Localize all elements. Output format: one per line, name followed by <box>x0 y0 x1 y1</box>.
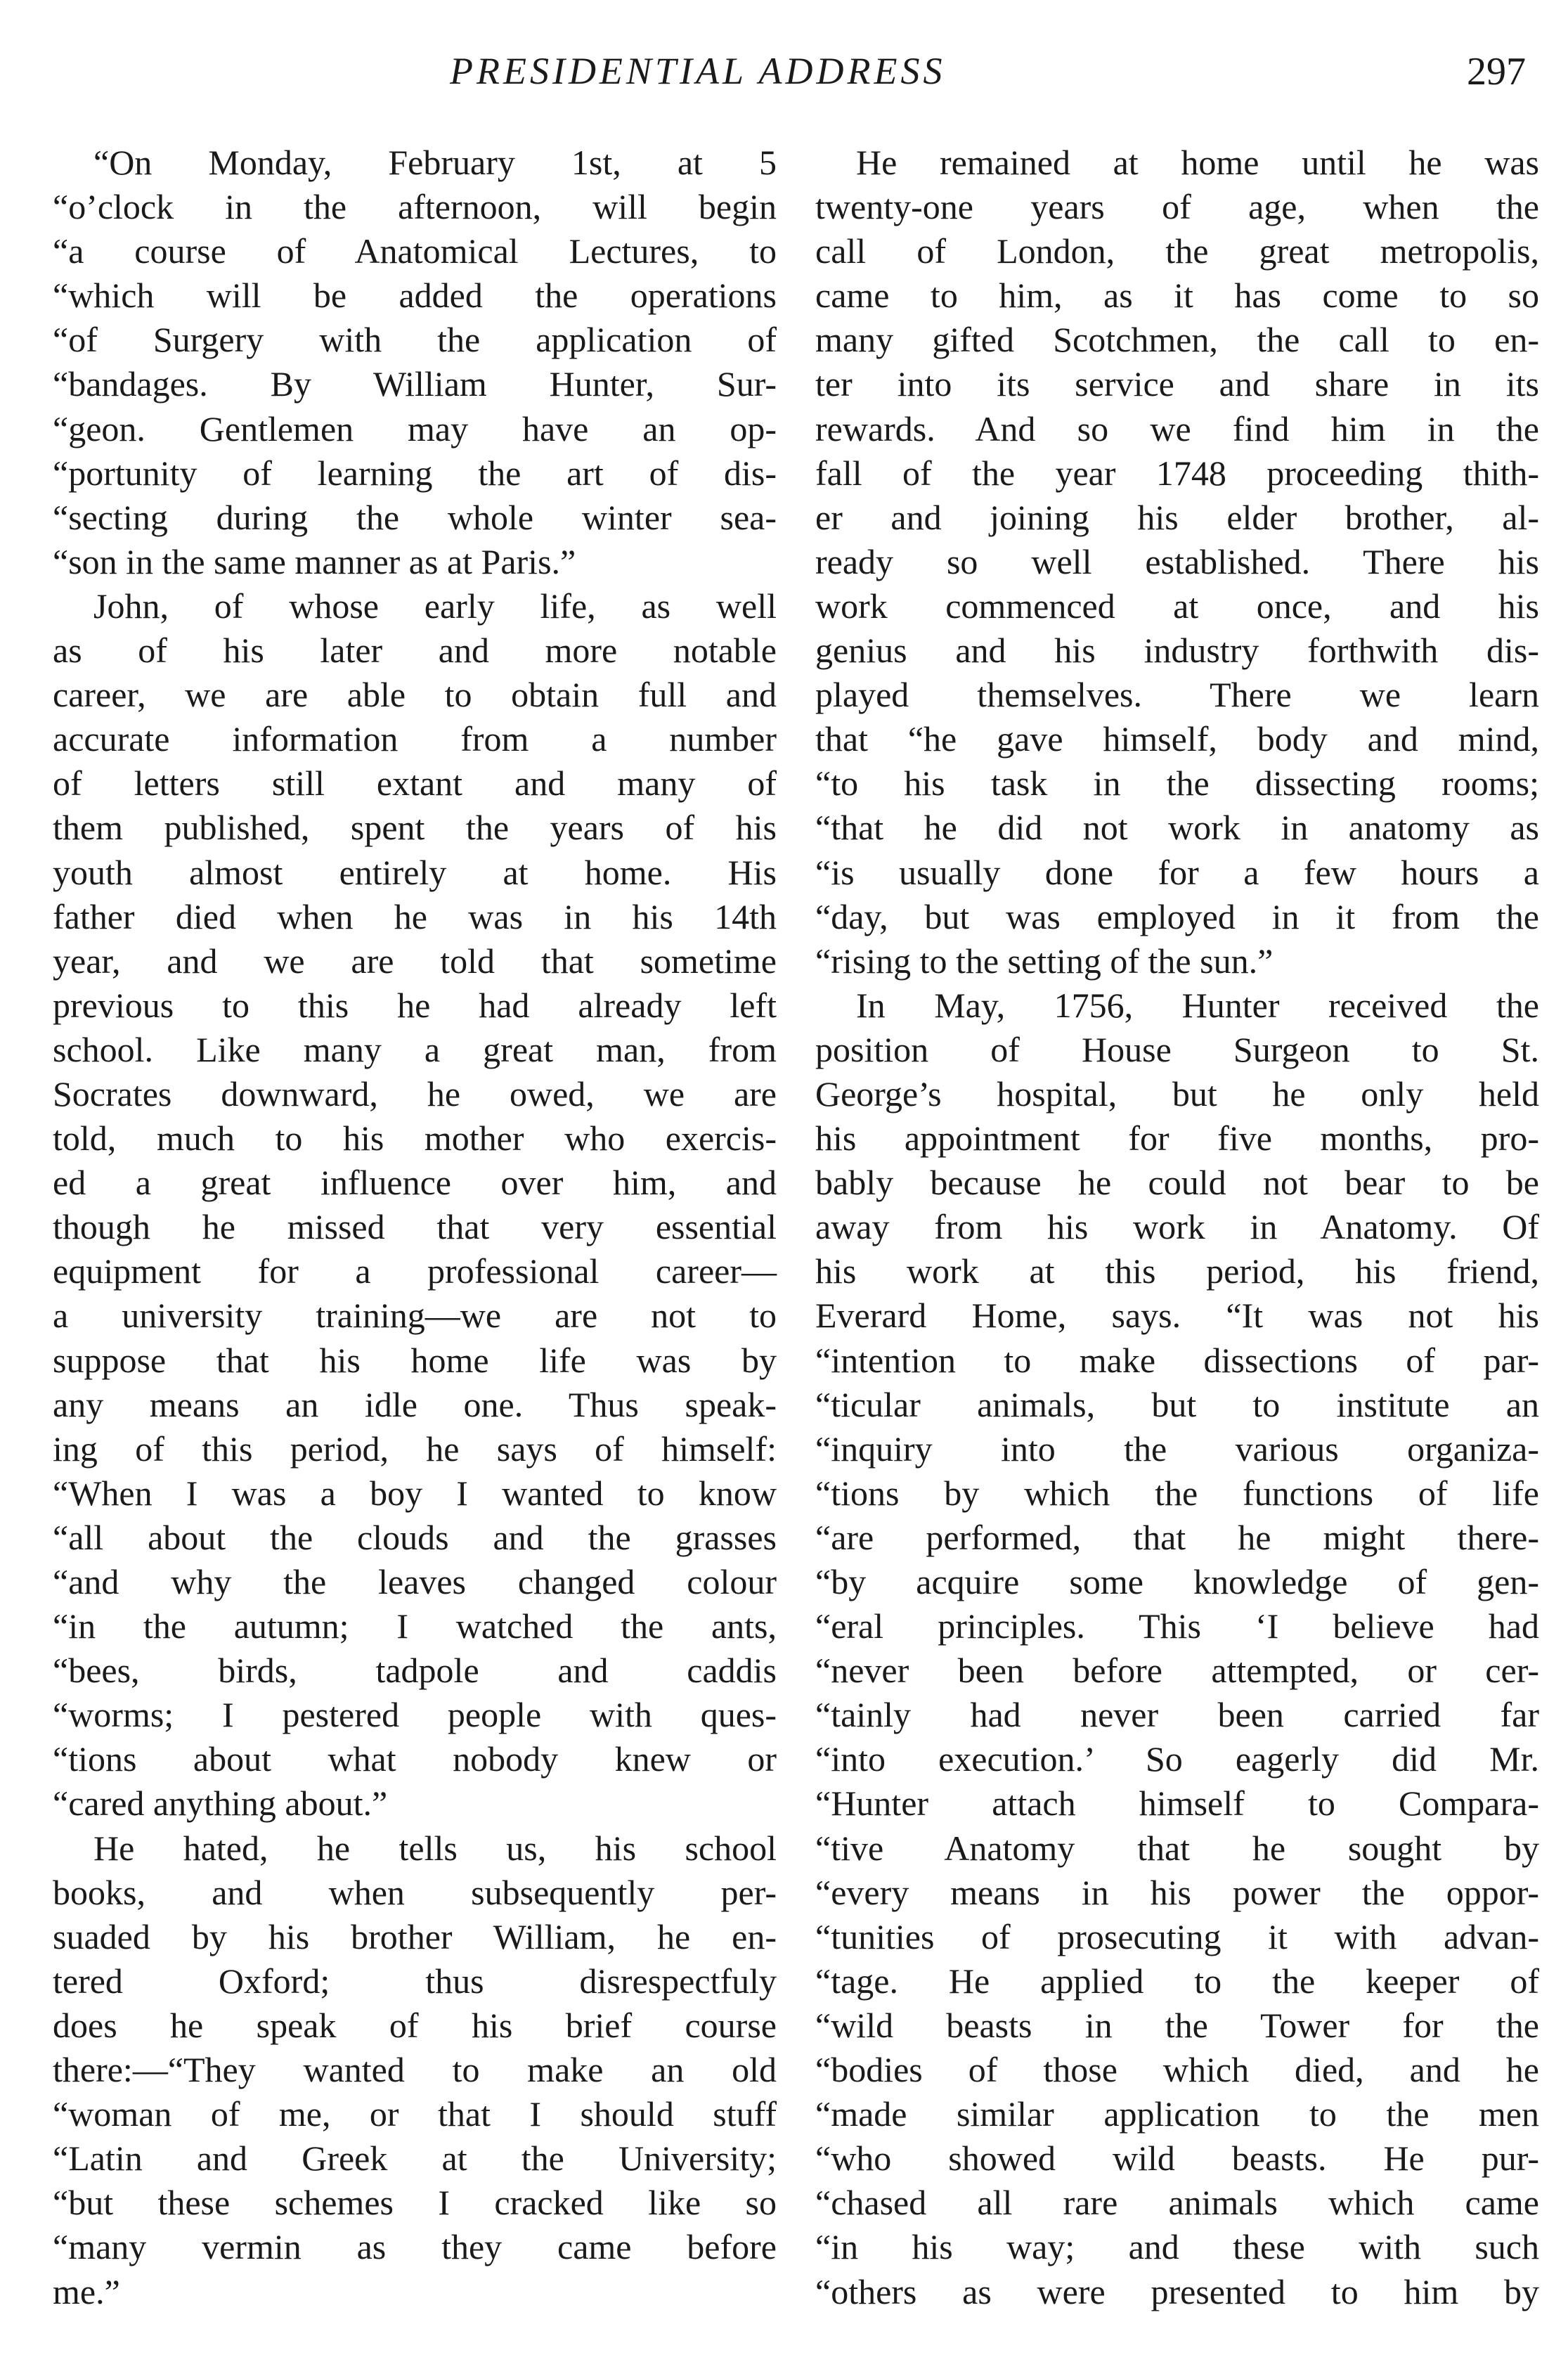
page-header <box>0 49 1568 105</box>
text-line: “bees, birds, tadpole and caddis <box>53 1651 777 1691</box>
text-line: “which will be added the operations <box>53 276 777 316</box>
text-line: ready so well established. There his <box>815 541 1539 581</box>
text-line: “in the autumn; I watched the ants, <box>53 1606 777 1646</box>
text-line: bably because he could not bear to be <box>815 1163 1539 1203</box>
text-line: as of his later and more notable <box>53 631 777 671</box>
text-line: year, and we are told that sometime <box>53 941 777 981</box>
text-line: “chased all rare animals which came <box>815 2183 1539 2223</box>
text-line: “is usually done for a few hours a <box>815 852 1539 892</box>
text-line: “wild beasts in the Tower for the <box>815 2005 1539 2045</box>
text-line: “never been before attempted, or cer- <box>815 1651 1539 1691</box>
text-line: equipment for a professional career— <box>53 1251 777 1291</box>
text-line: In May, 1756, Hunter received the <box>856 985 1539 1025</box>
text-line: ing of this period, he says of himself: <box>53 1428 777 1469</box>
text-line: “but these schemes I cracked like so <box>53 2183 777 2223</box>
text-line: “who showed wild beasts. He pur- <box>815 2138 1539 2179</box>
text-line: career, we are able to obtain full and <box>53 675 777 715</box>
text-line: “eral principles. This ‘I believe had <box>815 1606 1539 1646</box>
text-line: a university training—we are not to <box>53 1296 777 1336</box>
text-line: genius and his industry forthwith dis- <box>815 631 1539 671</box>
text-line: “all about the clouds and the grasses <box>53 1517 777 1557</box>
text-line: “that he did not work in anatomy as <box>815 808 1539 848</box>
text-line: He remained at home until he was <box>856 143 1539 182</box>
text-line: “portunity of learning the art of dis- <box>53 453 777 493</box>
text-line: “intention to make dissections of par- <box>815 1340 1539 1380</box>
text-line: “woman of me, or that I should stuff <box>53 2094 777 2134</box>
left-column <box>53 141 777 2314</box>
text-line: any means an idle one. Thus speak- <box>53 1384 777 1424</box>
text-line: “of Surgery with the application of <box>53 320 777 360</box>
text-line: “to his task in the dissecting rooms; <box>815 763 1539 804</box>
column-gutter <box>787 148 789 2341</box>
text-line: Everard Home, says. “It was not his <box>815 1296 1539 1336</box>
text-line: “Hunter attach himself to Compara- <box>815 1783 1539 1824</box>
text-line: “made similar application to the men <box>815 2094 1539 2134</box>
text-line: “a course of Anatomical Lectures, to <box>53 231 777 271</box>
text-line: “cared anything about.” <box>53 1783 388 1824</box>
text-line: away from his work in Anatomy. Of <box>815 1207 1539 1247</box>
text-line: “and why the leaves changed colour <box>53 1562 777 1601</box>
text-line: “When I was a boy I wanted to know <box>53 1473 777 1513</box>
text-line: rewards. And so we find him in the <box>815 408 1539 449</box>
text-line: youth almost entirely at home. His <box>53 852 777 892</box>
text-line: call of London, the great metropolis, <box>815 231 1539 271</box>
text-line: told, much to his mother who exercis- <box>53 1118 777 1159</box>
text-line: does he speak of his brief course <box>53 2005 777 2045</box>
text-line: twenty-one years of age, when the <box>815 187 1539 227</box>
text-line: school. Like many a great man, from <box>53 1029 777 1069</box>
text-line: “geon. Gentlemen may have an op- <box>53 408 777 449</box>
text-line: “tive Anatomy that he sought by <box>815 1828 1539 1868</box>
text-line: “bandages. By William Hunter, Sur- <box>53 364 777 404</box>
text-line: his work at this period, his friend, <box>815 1251 1539 1291</box>
text-line: “secting during the whole winter sea- <box>53 497 777 537</box>
text-line: suppose that his home life was by <box>53 1340 777 1380</box>
text-line: He hated, he tells us, his school <box>93 1828 777 1868</box>
text-line: tered Oxford; thus disrespectfuly <box>53 1961 777 2001</box>
text-line: came to him, as it has come to so <box>815 276 1539 316</box>
text-line: “in his way; and these with such <box>815 2227 1539 2267</box>
text-line: “worms; I pestered people with ques- <box>53 1695 777 1735</box>
text-line: though he missed that very essential <box>53 1207 777 1247</box>
text-line: father died when he was in his 14th <box>53 896 777 936</box>
text-line: “others as were presented to him by <box>815 2271 1539 2311</box>
text-line: suaded by his brother William, he en- <box>53 1916 777 1956</box>
text-line: his appointment for five months, pro- <box>815 1118 1539 1159</box>
running-title: PRESIDENTIAL ADDRESS <box>450 50 946 92</box>
text-line: “every means in his power the oppor- <box>815 1872 1539 1912</box>
text-line: books, and when subsequently per- <box>53 1872 777 1912</box>
text-line: “into execution.’ So eagerly did Mr. <box>815 1739 1539 1779</box>
text-line: ed a great influence over him, and <box>53 1163 777 1203</box>
text-line: many gifted Scotchmen, the call to en- <box>815 320 1539 360</box>
text-line: George’s hospital, but he only held <box>815 1073 1539 1114</box>
text-line: “day, but was employed in it from the <box>815 896 1539 936</box>
text-line: “tunities of prosecuting it with advan- <box>815 1916 1539 1956</box>
text-line: “tage. He applied to the keeper of <box>815 1961 1539 2001</box>
text-line: played themselves. There we learn <box>815 675 1539 715</box>
text-line: “son in the same manner as at Paris.” <box>53 541 576 581</box>
text-line: them published, spent the years of his <box>53 808 777 848</box>
text-line: there:—“They wanted to make an old <box>53 2050 777 2090</box>
text-line: “ticular animals, but to institute an <box>815 1384 1539 1424</box>
text-line: John, of whose early life, as well <box>93 586 777 626</box>
text-line: that “he gave himself, body and mind, <box>815 719 1539 759</box>
right-column <box>815 141 1539 2314</box>
text-line: of letters still extant and many of <box>53 763 777 804</box>
text-line: “rising to the setting of the sun.” <box>815 941 1274 981</box>
text-line: “bodies of those which died, and he <box>815 2050 1539 2090</box>
text-line: “Latin and Greek at the University; <box>53 2138 777 2179</box>
text-line: me.” <box>53 2271 120 2311</box>
text-line: “are performed, that he might there- <box>815 1517 1539 1557</box>
text-line: “many vermin as they came before <box>53 2227 777 2267</box>
text-line: “o’clock in the afternoon, will begin <box>53 187 777 227</box>
page-number: 297 <box>1467 50 1526 93</box>
text-line: fall of the year 1748 proceeding thith- <box>815 453 1539 493</box>
text-line: work commenced at once, and his <box>815 586 1539 626</box>
text-line: “tions by which the functions of life <box>815 1473 1539 1513</box>
text-line: “inquiry into the various organiza- <box>815 1428 1539 1469</box>
text-line: accurate information from a number <box>53 719 777 759</box>
text-line: position of House Surgeon to St. <box>815 1029 1539 1069</box>
text-line: “tainly had never been carried far <box>815 1695 1539 1735</box>
text-line: “On Monday, February 1st, at 5 <box>93 143 777 182</box>
text-line: previous to this he had already left <box>53 985 777 1025</box>
text-line: “by acquire some knowledge of gen- <box>815 1562 1539 1601</box>
text-line: “tions about what nobody knew or <box>53 1739 777 1779</box>
text-line: er and joining his elder brother, al- <box>815 497 1539 537</box>
text-line: ter into its service and share in its <box>815 364 1539 404</box>
text-line: Socrates downward, he owed, we are <box>53 1073 777 1114</box>
